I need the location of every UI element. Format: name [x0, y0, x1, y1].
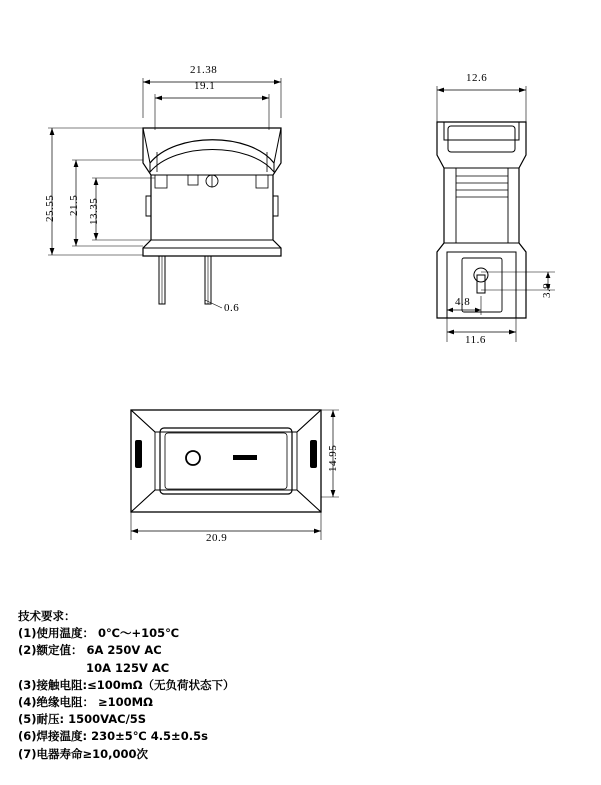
- specs-title: 技术要求：: [18, 609, 76, 623]
- dim-top-width-inner: 19.1: [194, 80, 216, 92]
- spec-line-7: (6)焊接温度: 230±5℃ 4.5±0.5s: [18, 729, 208, 744]
- spec-line-4: (3)接触电阻:≤100mΩ（无负荷状态下）: [18, 677, 235, 692]
- spec-line-8: (7)电器寿命≥10,000次: [18, 746, 149, 761]
- dim-side-tab-offset: 4.8: [455, 296, 471, 308]
- dim-panel-height: 14.95: [327, 444, 339, 472]
- spec-line-5: (4)绝缘电阻： ≥100MΩ: [18, 695, 153, 710]
- dim-height-mid: 21.5: [68, 194, 80, 216]
- dim-height-inner: 13.35: [88, 197, 100, 225]
- technical-requirements: [18, 608, 438, 763]
- dim-top-width-overall: 21.38: [190, 64, 218, 76]
- dim-height-overall: 25.55: [44, 194, 56, 222]
- dim-terminal-thickness: 0.6: [224, 302, 240, 314]
- spec-line-6: (5)耐压: 1500VAC/5S: [18, 712, 147, 727]
- dim-side-depth: 12.6: [466, 72, 488, 84]
- spec-line-3: 10A 125V AC: [18, 660, 170, 675]
- spec-line-1: (1)使用温度： 0℃～+105℃: [18, 626, 180, 641]
- dim-side-body-width: 11.6: [465, 334, 486, 346]
- spec-line-2: (2)额定值： 6A 250V AC: [18, 643, 162, 658]
- dim-panel-width: 20.9: [206, 532, 228, 544]
- dim-side-tab-height: 3.9: [541, 282, 553, 298]
